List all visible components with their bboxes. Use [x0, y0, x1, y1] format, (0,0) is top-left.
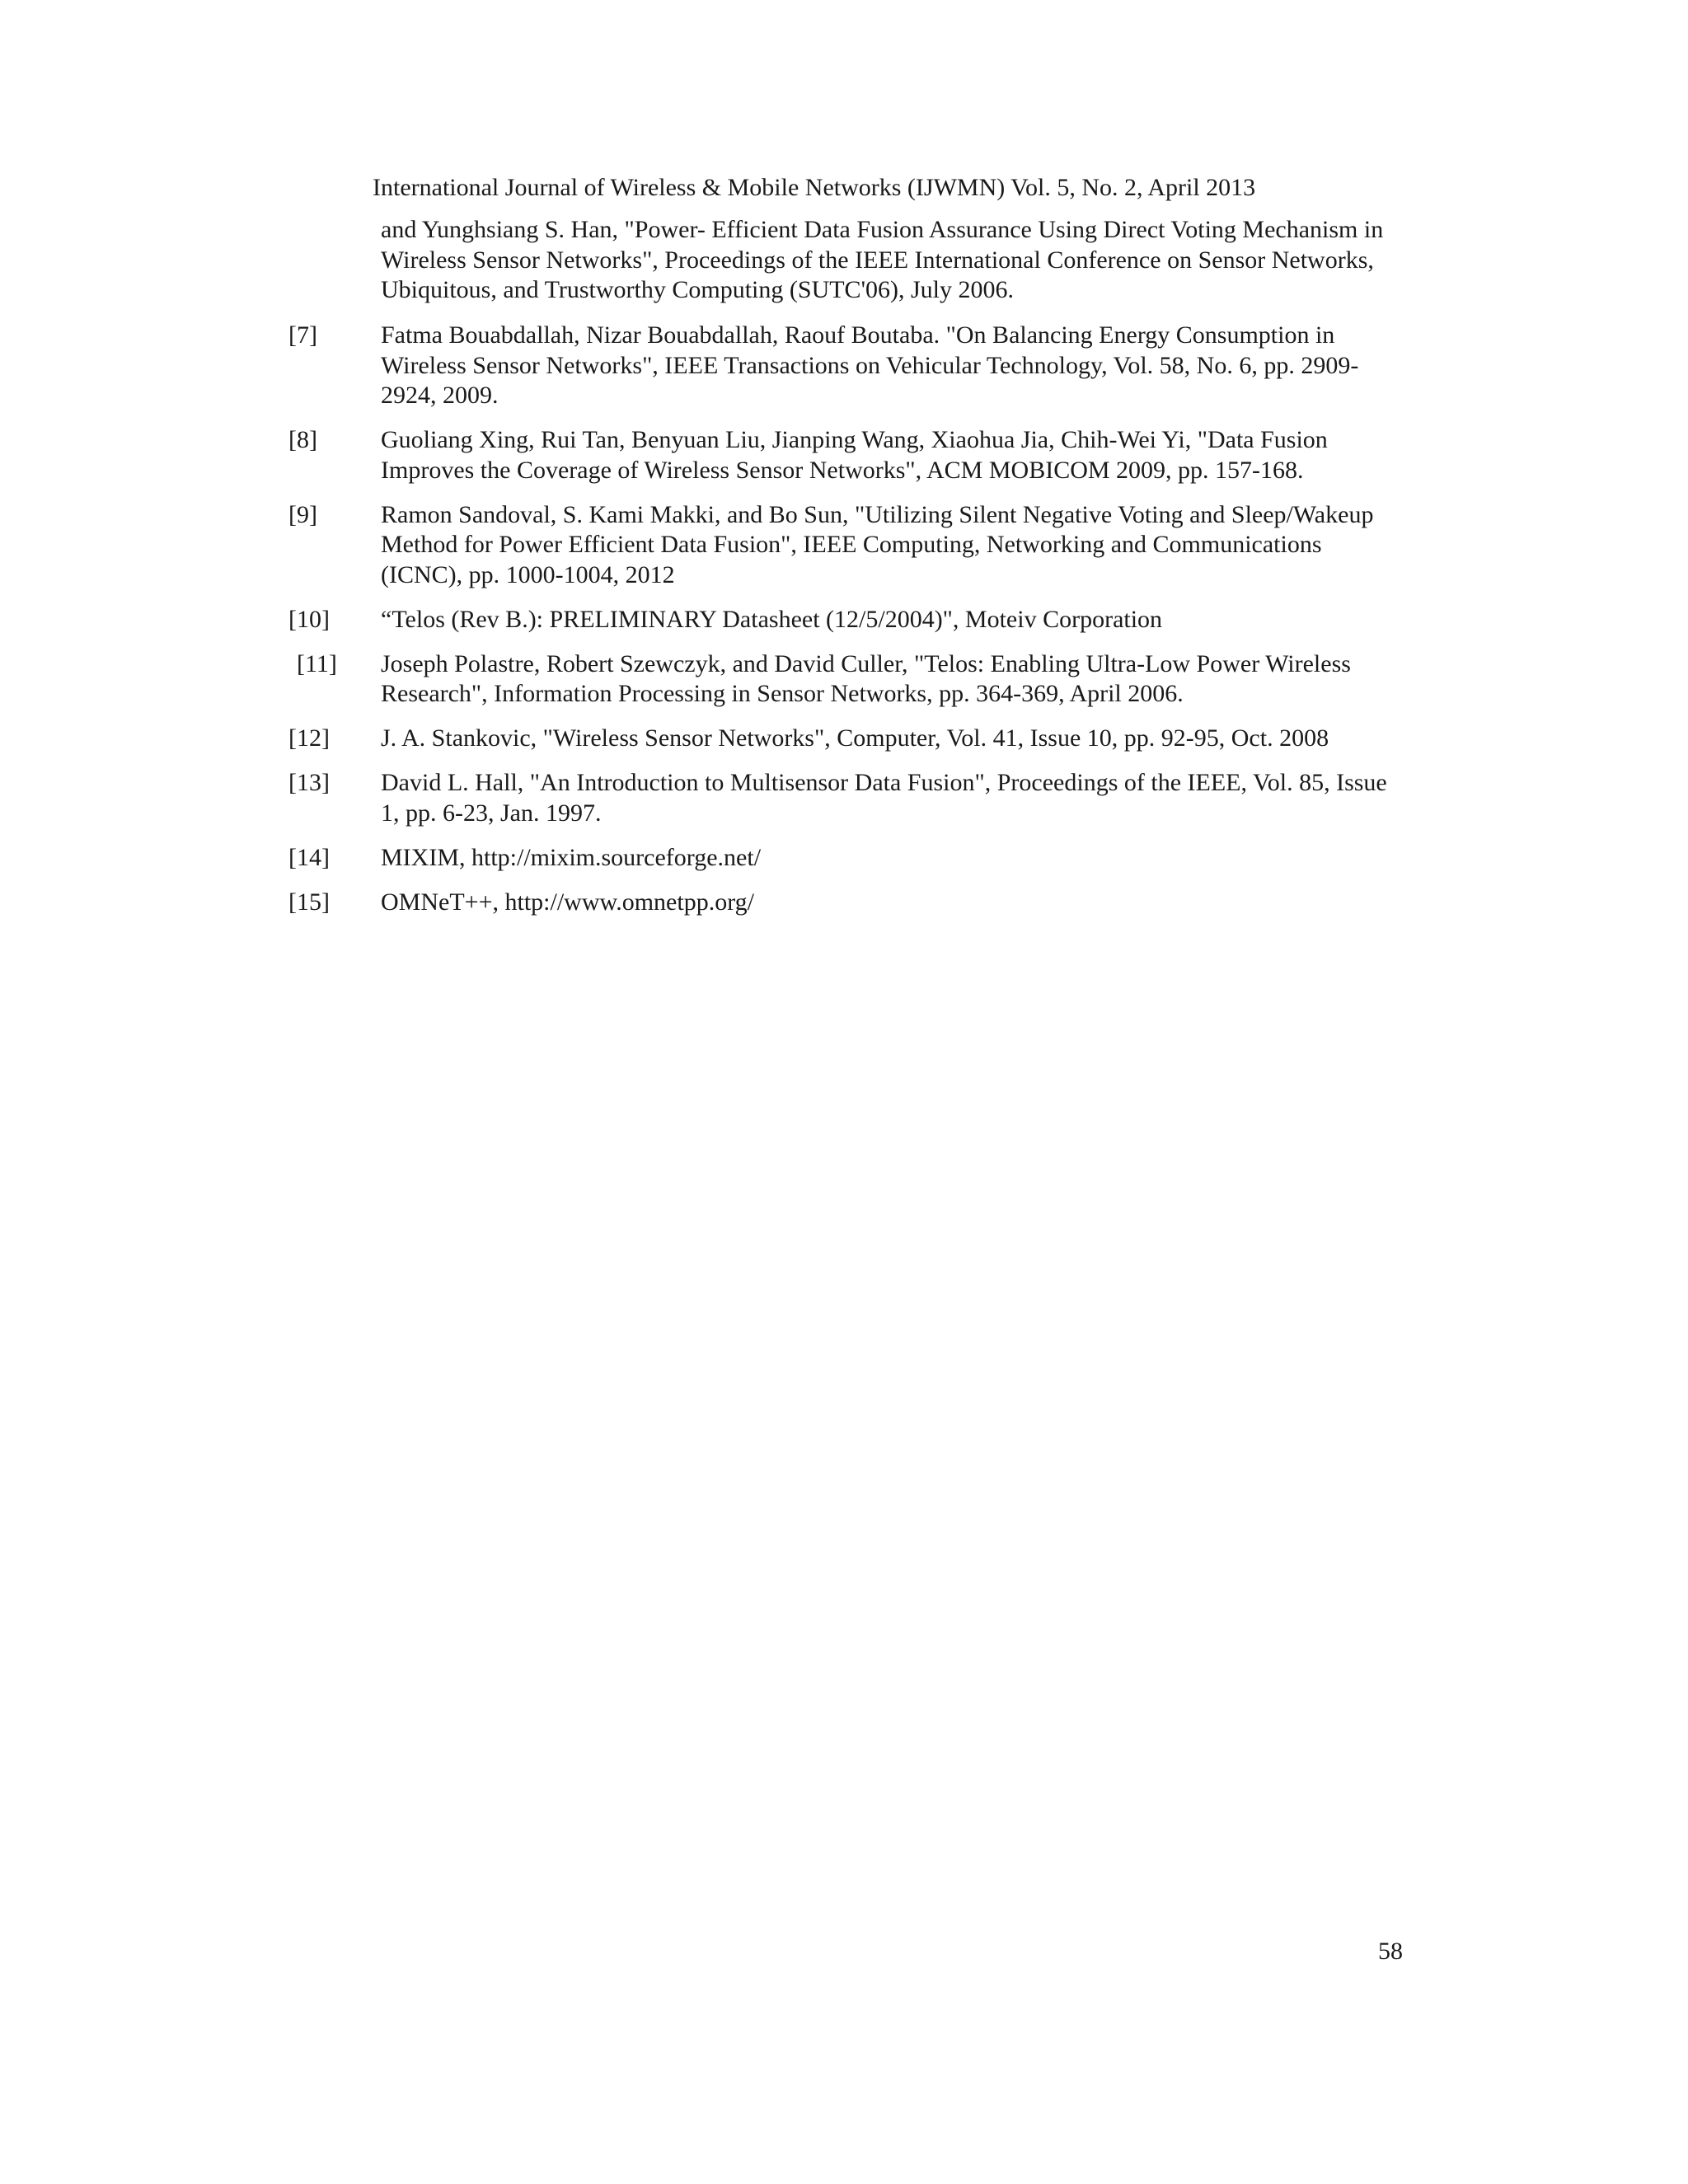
reference-number: [14]	[288, 843, 330, 871]
reference-continuation: and Yunghsiang S. Han, "Power- Efficient Data Fusion Assurance Using Direct Voting Mechanism in Wireless Sensor Networks", Proceedings of the IEEE International Conference on Sensor Networks, Ubiquitous, and Trustworthy Computing (SUTC'06), July 2006.	[381, 216, 1384, 303]
reference-text: Fatma Bouabdallah, Nizar Bouabdallah, Raouf Boutaba. "On Balancing Energy Consumption in Wireless Sensor Networks", IEEE Transactions on Vehicular Technology, Vol. 58, No. 6, pp. 2909-2924, 2009.	[381, 321, 1359, 409]
reference-text: Joseph Polastre, Robert Szewczyk, and David Culler, "Telos: Enabling Ultra-Low Power Wireless Research", Information Processing in Sensor Networks, pp. 364-369, April 2006.	[381, 649, 1351, 707]
reference-item	[288, 768, 1403, 828]
reference-text: “Telos (Rev B.): PRELIMINARY Datasheet (12/5/2004)", Moteiv Corporation	[381, 605, 1163, 633]
reference-number: [10]	[288, 605, 330, 633]
reference-list	[288, 321, 1403, 932]
reference-item	[288, 425, 1403, 485]
reference-number: [9]	[288, 500, 317, 528]
reference-number: [13]	[288, 769, 330, 796]
reference-item	[288, 321, 1403, 411]
reference-number: [8]	[288, 426, 317, 453]
running-header: International Journal of Wireless & Mobile Networks (IJWMN) Vol. 5, No. 2, April 2013	[373, 174, 1256, 201]
reference-number: [11]	[297, 649, 337, 677]
reference-item	[288, 888, 1403, 918]
reference-item	[288, 724, 1403, 754]
reference-number: [15]	[288, 888, 330, 916]
reference-item	[288, 843, 1403, 874]
reference-text: Ramon Sandoval, S. Kami Makki, and Bo Sun, "Utilizing Silent Negative Voting and Sleep/Wakeup Method for Power Efficient Data Fusion", IEEE Computing, Networking and Communications (ICNC), pp. 1000-1004, 2012	[381, 500, 1374, 588]
reference-item	[288, 649, 1403, 710]
reference-text: Guoliang Xing, Rui Tan, Benyuan Liu, Jianping Wang, Xiaohua Jia, Chih-Wei Yi, "Data Fusion Improves the Coverage of Wireless Sensor Networks", ACM MOBICOM 2009, pp. 157-168.	[381, 426, 1328, 484]
reference-text: J. A. Stankovic, "Wireless Sensor Networks", Computer, Vol. 41, Issue 10, pp. 92-95, Oct. 2008	[381, 724, 1329, 752]
page-number: 58	[1378, 1938, 1403, 1965]
reference-number: [12]	[288, 724, 330, 752]
reference-number: [7]	[288, 321, 317, 349]
reference-text: MIXIM, http://mixim.sourceforge.net/	[381, 843, 762, 871]
reference-item	[288, 500, 1403, 591]
reference-text: David L. Hall, "An Introduction to Multisensor Data Fusion", Proceedings of the IEEE, Vol. 85, Issue 1, pp. 6-23, Jan. 1997.	[381, 769, 1387, 827]
reference-text: OMNeT++, http://www.omnetpp.org/	[381, 888, 754, 916]
reference-item	[288, 605, 1403, 635]
